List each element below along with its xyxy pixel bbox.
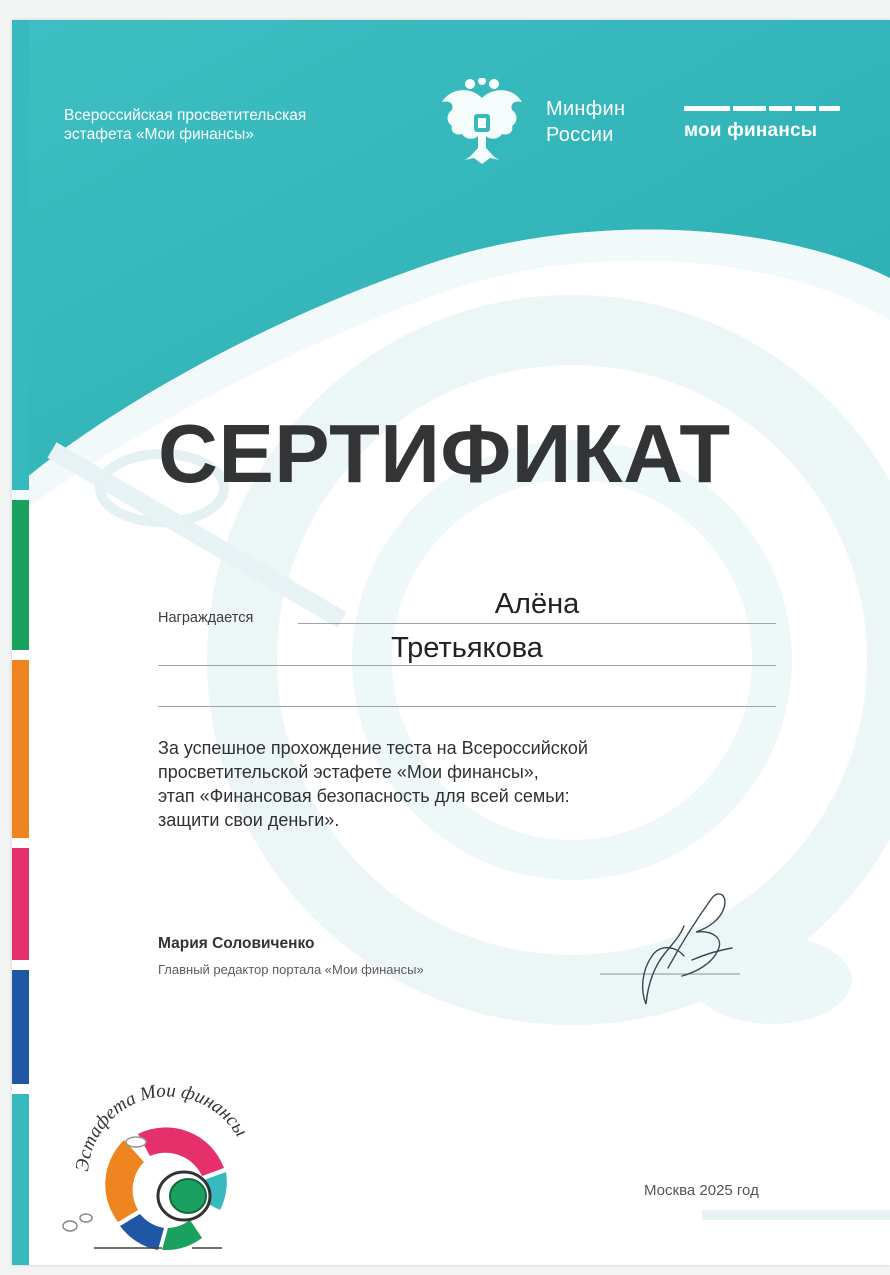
city-year: Москва 2025 год bbox=[644, 1182, 759, 1199]
organizer-line-2: эстафета «Мои финансы» bbox=[64, 126, 254, 143]
color-stripe-orange bbox=[12, 660, 29, 838]
description-line: этап «Финансовая безопасность для всей семьи: bbox=[158, 786, 570, 806]
name-underline-3 bbox=[158, 706, 776, 707]
ministry-name bbox=[546, 96, 625, 148]
description-line: За успешное прохождение теста на Всероссийской bbox=[158, 738, 588, 758]
svg-text:Эстафета Мои финансы bbox=[72, 1080, 252, 1172]
name-underline-1 bbox=[298, 623, 776, 624]
color-stripe-green bbox=[12, 500, 29, 650]
description-line: просветительской эстафете «Мои финансы», bbox=[158, 762, 539, 782]
signatory-name: Мария Соловиченко bbox=[158, 935, 315, 952]
description-line: защити свои деньги». bbox=[158, 810, 340, 830]
handwritten-signature bbox=[596, 886, 746, 1010]
award-description bbox=[158, 736, 718, 832]
organizer-name bbox=[64, 106, 384, 144]
relay-logo bbox=[42, 1060, 252, 1250]
recipient-first-name: Алёна bbox=[494, 588, 580, 620]
color-stripe-teal-bottom bbox=[12, 1094, 29, 1265]
ministry-line-1: Минфин bbox=[546, 98, 626, 120]
signatory-role: Главный редактор портала «Мои финансы» bbox=[158, 962, 424, 977]
color-stripe-pink bbox=[12, 848, 29, 960]
name-underline-2 bbox=[158, 665, 776, 666]
ministry-line-2: России bbox=[546, 124, 614, 146]
awarded-label: Награждается bbox=[158, 610, 254, 626]
color-stripe-blue bbox=[12, 970, 29, 1084]
brand-text: мои финансы bbox=[684, 120, 818, 141]
brand-bar bbox=[684, 106, 840, 111]
logo-text: Эстафета Мои финансы bbox=[71, 1080, 252, 1173]
organizer-line-1: Всероссийская просветительская bbox=[64, 107, 307, 124]
recipient-last-name: Третьякова bbox=[391, 632, 543, 664]
certificate-title: СЕРТИФИКАТ bbox=[158, 407, 731, 500]
certificate-sheet bbox=[12, 20, 890, 1265]
color-stripe-teal bbox=[12, 20, 29, 490]
brand-logo bbox=[684, 106, 840, 142]
double-headed-eagle-icon bbox=[440, 78, 524, 164]
